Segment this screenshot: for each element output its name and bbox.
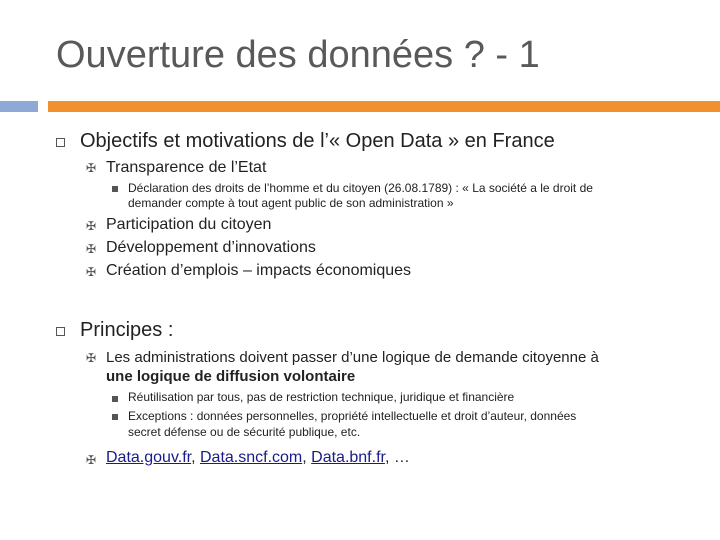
item-logique-line1: Les administrations doivent passer d’une logique de demande citoyenne à [106,349,599,366]
x-bullet-icon: ✠ [86,265,97,279]
small-square-bullet-icon [112,414,118,420]
item-participation: Participation du citoyen [106,216,272,233]
sub-item-reutilisation: Réutilisation par tous, pas de restriction technique, juridique et financière [128,390,515,404]
square-bullet-icon [56,138,65,147]
item-emplois: Création d’emplois – impacts économiques [106,262,412,279]
small-square-bullet-icon [112,186,118,192]
section-heading-objectives: Objectifs et motivations de l’« Open Data » en France [80,130,555,152]
section-heading-principes: Principes : [80,319,174,341]
links-line [106,449,410,467]
link-data-gouv[interactable]: Data.gouv.fr [106,449,192,466]
slide-title: Ouverture des données ? - 1 [56,34,540,76]
link-separator: , [302,449,312,466]
item-innovations: Développement d’innovations [106,239,316,256]
x-bullet-icon: ✠ [86,219,97,233]
item-transparence: Transparence de l’Etat [106,159,267,176]
sub-item-exceptions-line2: secret défense ou de sécurité publique, etc. [128,425,361,439]
item-logique-line2: une logique de diffusion volontaire [106,368,356,385]
x-bullet-icon: ✠ [86,242,97,256]
link-data-sncf[interactable]: Data.sncf.com [199,449,303,466]
x-bullet-icon: ✠ [86,453,97,467]
title-rule-orange [48,101,720,112]
link-separator: , [191,449,200,466]
x-bullet-icon: ✠ [86,161,97,175]
title-rule-blue [0,101,38,112]
links-ellipsis: , … [384,449,410,466]
x-bullet-icon: ✠ [86,351,97,365]
sub-item-declaration-line1: Déclaration des droits de l’homme et du citoyen (26.08.1789) : « La société a le droit de [128,181,593,195]
sub-item-exceptions-line1: Exceptions : données personnelles, propriété intellectuelle et droit d’auteur, données [128,409,577,423]
square-bullet-icon [56,327,65,336]
small-square-bullet-icon [112,396,118,402]
sub-item-declaration-line2: demander compte à tout agent public de son administration » [128,196,454,210]
link-data-bnf[interactable]: Data.bnf.fr [311,449,385,466]
